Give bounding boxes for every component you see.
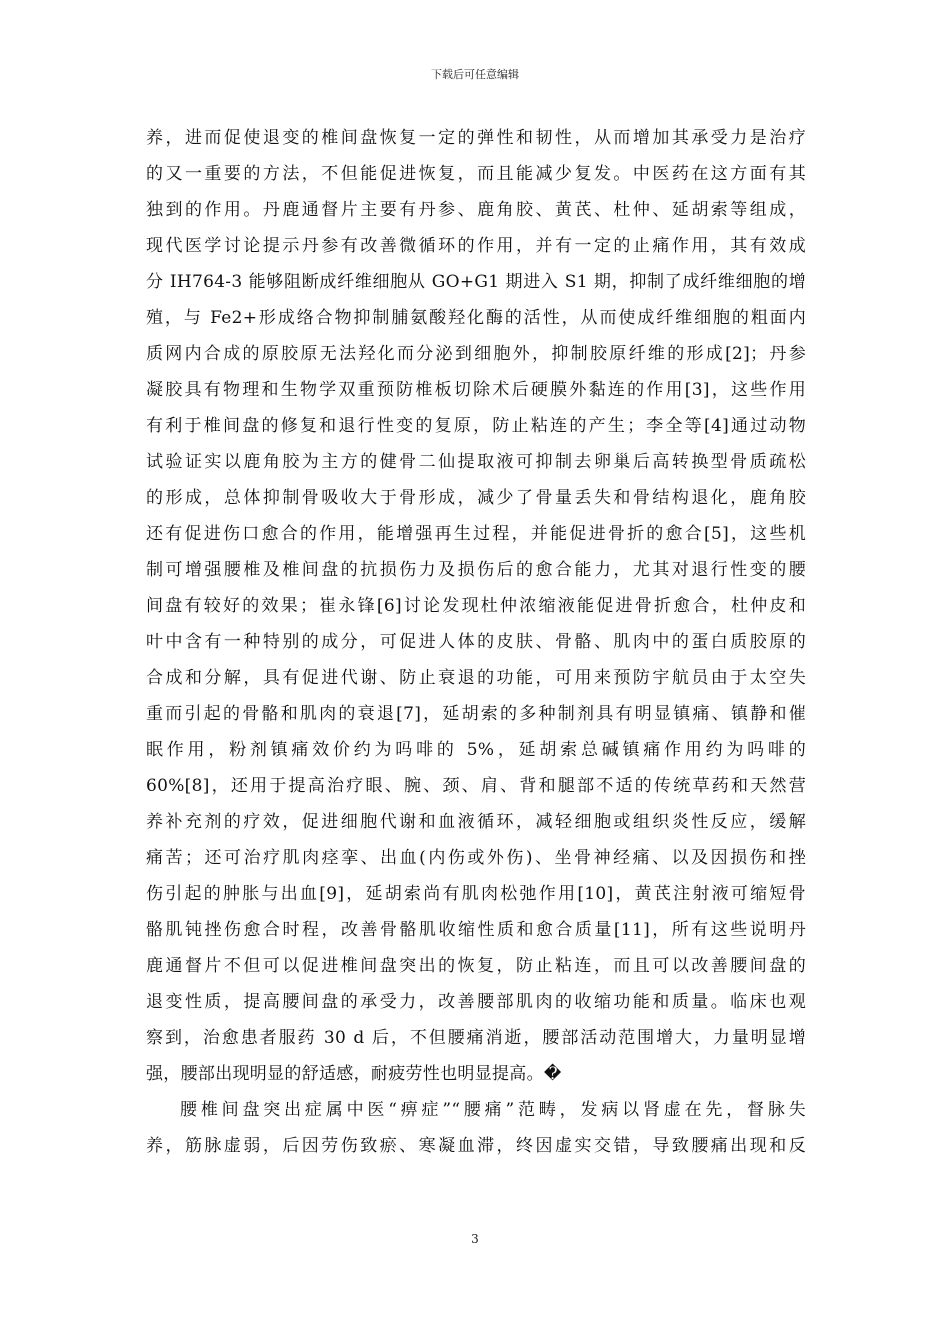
text-line: 养，进而促使退变的椎间盘恢复一定的弹性和韧性，从而增加其承受力是治疗 [146, 128, 806, 148]
text-line: 察到，治愈患者服药 30 d 后，不但腰痛消逝，腰部活动范围增大，力量明显增 [146, 1028, 806, 1048]
text-line: 眠作用，粉剂镇痛效价约为吗啡的 5%，延胡索总碱镇痛作用约为吗啡的 [146, 740, 806, 760]
text-line: 养补充剂的疗效，促进细胞代谢和血液循环，减轻细胞或组织炎性反应，缓解 [146, 812, 806, 832]
text-line: 有利于椎间盘的修复和退行性变的复原，防止粘连的产生；李全等[4]通过动物 [146, 416, 806, 436]
text-line: 质网内合成的原胶原无法羟化而分泌到细胞外，抑制胶原纤维的形成[2]；丹参 [146, 344, 806, 364]
text-line: 养，筋脉虚弱，后因劳伤致瘀、寒凝血滞，终因虚实交错，导致腰痛出现和反 [146, 1136, 806, 1156]
text-line: 制可增强腰椎及椎间盘的抗损伤力及损伤后的愈合能力，尤其对退行性变的腰 [146, 560, 806, 580]
text-line: 腰椎间盘突出症属中医“痹症”“腰痛”范畴，发病以肾虚在先，督脉失 [180, 1100, 806, 1120]
text-line: 殖，与 Fe2+形成络合物抑制脯氨酸羟化酶的活性，从而使成纤维细胞的粗面内 [146, 308, 806, 328]
text-line: 凝胶具有物理和生物学双重预防椎板切除术后硬膜外黏连的作用[3]，这些作用 [146, 380, 806, 400]
text-line: 伤引起的肿胀与出血[9]，延胡索尚有肌肉松弛作用[10]，黄芪注射液可缩短骨 [146, 884, 806, 904]
text-line: 鹿通督片不但可以促进椎间盘突出的恢复，防止粘连，而且可以改善腰间盘的 [146, 956, 806, 976]
text-line: 重而引起的骨骼和肌肉的衰退[7]，延胡索的多种制剂具有明显镇痛、镇静和催 [146, 704, 806, 724]
text-line: 骼肌钝挫伤愈合时程，改善骨骼肌收缩性质和愈合质量[11]，所有这些说明丹 [146, 920, 806, 940]
page-header: 下载后可任意编辑 [431, 68, 519, 81]
text-line: 试验证实以鹿角胶为主方的健骨二仙提取液可抑制去卵巢后高转换型骨质疏松 [146, 452, 806, 472]
text-line: 还有促进伤口愈合的作用，能增强再生过程，并能促进骨折的愈合[5]，这些机 [146, 524, 806, 544]
document-body [146, 120, 806, 1164]
text-line: 分 IH764-3 能够阻断成纤维细胞从 GO+G1 期进入 S1 期，抑制了成纤维细胞的增 [146, 272, 806, 292]
text-line: 现代医学讨论提示丹参有改善微循环的作用，并有一定的止痛作用，其有效成 [146, 236, 806, 256]
text-line: 的形成，总体抑制骨吸收大于骨形成，减少了骨量丢失和骨结构退化，鹿角胶 [146, 488, 806, 508]
text-line: 叶中含有一种特别的成分，可促进人体的皮肤、骨骼、肌肉中的蛋白质胶原的 [146, 632, 806, 652]
text-line: 退变性质，提高腰间盘的承受力，改善腰部肌肉的收缩功能和质量。临床也观 [146, 992, 806, 1012]
text-line: 间盘有较好的效果；崔永锋[6]讨论发现杜仲浓缩液能促进骨折愈合，杜仲皮和 [146, 596, 806, 616]
paragraph-1 [146, 120, 806, 1092]
text-line: 60%[8]，还用于提高治疗眼、腕、颈、肩、背和腿部不适的传统草药和天然营 [146, 776, 806, 796]
text-line: 痛苦；还可治疗肌肉痉挛、出血(内伤或外伤)、坐骨神经痛、以及因损伤和挫 [146, 848, 806, 868]
text-line: 独到的作用。丹鹿通督片主要有丹参、鹿角胶、黄芪、杜仲、延胡索等组成， [146, 200, 806, 220]
page-number: 3 [471, 1232, 479, 1246]
text-line: 的又一重要的方法，不但能促进恢复，而且能减少复发。中医药在这方面有其 [146, 164, 806, 184]
text-line: 强，腰部出现明显的舒适感，耐疲劳性也明显提高。� [146, 1064, 562, 1084]
paragraph-2 [146, 1092, 806, 1164]
text-line: 合成和分解，具有促进代谢、防止衰退的功能，可用来预防宇航员由于太空失 [146, 668, 806, 688]
